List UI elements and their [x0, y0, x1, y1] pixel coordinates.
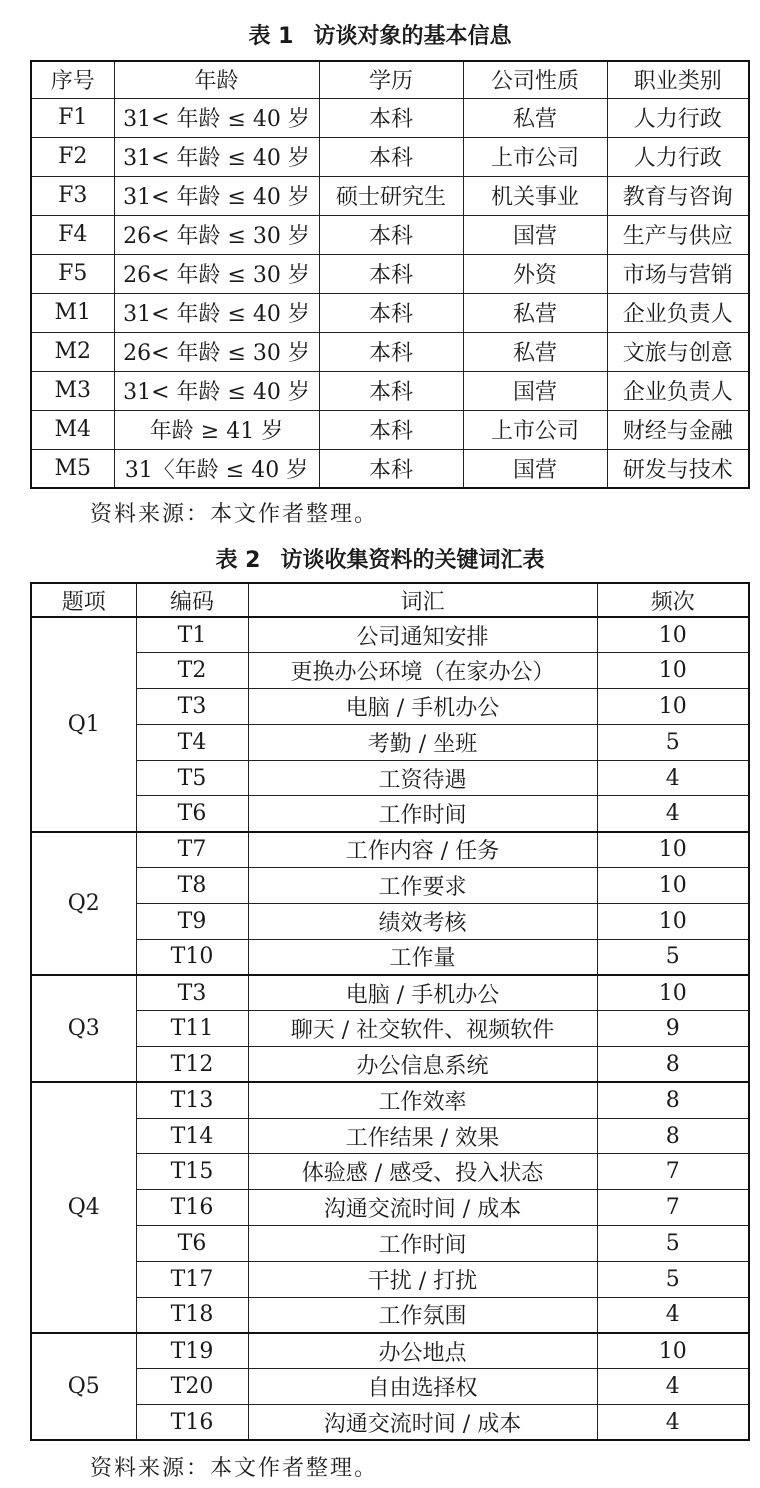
table-cell: 工作要求 [248, 868, 597, 904]
table-cell: T16 [136, 1190, 248, 1226]
table-cell: T6 [136, 796, 248, 832]
table-cell: 公司通知安排 [248, 617, 597, 653]
table-cell: 31< 年龄 ≤ 40 岁 [114, 137, 319, 176]
table-cell: 生产与供应 [607, 215, 749, 254]
table-cell: 上市公司 [463, 137, 607, 176]
table-cell: 工作效率 [248, 1082, 597, 1118]
table-cell: 上市公司 [463, 410, 607, 449]
table-cell: 市场与营销 [607, 254, 749, 293]
table-cell: T5 [136, 760, 248, 796]
table-cell: 办公信息系统 [248, 1047, 597, 1083]
table-cell: 31< 年龄 ≤ 40 岁 [114, 293, 319, 332]
table2-title-number: 表 2 [215, 548, 261, 573]
table2-title-text: 访谈收集资料的关键词汇表 [280, 548, 545, 573]
table-cell: T3 [136, 689, 248, 725]
table-cell: 工作时间 [248, 796, 597, 832]
table-cell: T4 [136, 724, 248, 760]
column-header: 年龄 [114, 61, 319, 98]
table-row [31, 1011, 749, 1047]
table-cell: 年龄 ≥ 41 岁 [114, 410, 319, 449]
table2-source-note: 资料来源：本文作者整理。 [90, 1456, 379, 1481]
column-header: 题项 [31, 583, 136, 617]
question-item-cell: Q3 [31, 975, 136, 1082]
table-cell: M2 [31, 332, 114, 371]
table-cell: 26< 年龄 ≤ 30 岁 [114, 254, 319, 293]
table-cell: F1 [31, 98, 114, 137]
table-row [31, 903, 749, 939]
table1-header-row [31, 61, 749, 98]
table-cell: 干扰 / 打扰 [248, 1261, 597, 1297]
table-cell: 本科 [319, 332, 463, 371]
table-cell: 人力行政 [607, 98, 749, 137]
table-cell: 国营 [463, 449, 607, 488]
table-cell: 4 [597, 1297, 749, 1333]
table-cell: F2 [31, 137, 114, 176]
table-cell: 本科 [319, 254, 463, 293]
table-cell: 私营 [463, 98, 607, 137]
table-cell: 体验感 / 感受、投入状态 [248, 1154, 597, 1190]
table-cell: 私营 [463, 293, 607, 332]
table-cell: 31< 年龄 ≤ 40 岁 [114, 98, 319, 137]
table-cell: T11 [136, 1011, 248, 1047]
table-row [31, 98, 749, 137]
table-cell: 电脑 / 手机办公 [248, 975, 597, 1011]
table-row [31, 1333, 749, 1369]
table-cell: 本科 [319, 449, 463, 488]
table-cell: 外资 [463, 254, 607, 293]
table-cell: 本科 [319, 371, 463, 410]
table-cell: 10 [597, 868, 749, 904]
table-row [31, 1190, 749, 1226]
table-cell: 工资待遇 [248, 760, 597, 796]
column-header: 公司性质 [463, 61, 607, 98]
table-cell: 4 [597, 760, 749, 796]
table-cell: T2 [136, 653, 248, 689]
table-row [31, 617, 749, 653]
table-cell: 26< 年龄 ≤ 30 岁 [114, 332, 319, 371]
table-row [31, 1082, 749, 1118]
table-cell: 31< 年龄 ≤ 40 岁 [114, 371, 319, 410]
table-row [31, 1261, 749, 1297]
table-cell: T17 [136, 1261, 248, 1297]
table-row [31, 868, 749, 904]
table-cell: 工作结果 / 效果 [248, 1118, 597, 1154]
table-cell: 教育与咨询 [607, 176, 749, 215]
table-row [31, 796, 749, 832]
table-row [31, 1154, 749, 1190]
table-cell: 10 [597, 689, 749, 725]
table-row [31, 1405, 749, 1441]
table-row [31, 1118, 749, 1154]
column-header: 编码 [136, 583, 248, 617]
table-row [31, 760, 749, 796]
table-cell: 聊天 / 社交软件、视频软件 [248, 1011, 597, 1047]
table-cell: 8 [597, 1047, 749, 1083]
table-row [31, 975, 749, 1011]
table-cell: T1 [136, 617, 248, 653]
table-cell: 10 [597, 653, 749, 689]
column-header: 频次 [597, 583, 749, 617]
table1-title-text: 访谈对象的基本信息 [313, 24, 512, 49]
table-row [31, 254, 749, 293]
table-cell: 沟通交流时间 / 成本 [248, 1190, 597, 1226]
table1-source-note: 资料来源：本文作者整理。 [90, 502, 379, 527]
table-cell: 7 [597, 1154, 749, 1190]
table-cell: 本科 [319, 137, 463, 176]
table-cell: 本科 [319, 215, 463, 254]
table-cell: 文旅与创意 [607, 332, 749, 371]
table-row [31, 410, 749, 449]
table-row [31, 176, 749, 215]
question-item-cell: Q2 [31, 832, 136, 975]
table-row [31, 1226, 749, 1262]
table-cell: 机关事业 [463, 176, 607, 215]
table-cell: 工作量 [248, 939, 597, 975]
table-cell: M5 [31, 449, 114, 488]
table-cell: T12 [136, 1047, 248, 1083]
table-cell: 硕士研究生 [319, 176, 463, 215]
table-cell: F5 [31, 254, 114, 293]
table1-title [0, 22, 760, 52]
table-cell: 本科 [319, 410, 463, 449]
column-header: 职业类别 [607, 61, 749, 98]
table2 [30, 582, 750, 1441]
table-cell: 工作氛围 [248, 1297, 597, 1333]
table-cell: 10 [597, 832, 749, 868]
table1 [30, 60, 750, 489]
table-cell: 考勤 / 坐班 [248, 724, 597, 760]
table-row [31, 137, 749, 176]
table-cell: 10 [597, 903, 749, 939]
table-cell: 本科 [319, 293, 463, 332]
table2-header-row [31, 583, 749, 617]
table-cell: 人力行政 [607, 137, 749, 176]
table-row [31, 332, 749, 371]
table-cell: 私营 [463, 332, 607, 371]
table-cell: 4 [597, 796, 749, 832]
table-row [31, 215, 749, 254]
table-row [31, 832, 749, 868]
table-cell: 研发与技术 [607, 449, 749, 488]
table-cell: M4 [31, 410, 114, 449]
table-cell: 更换办公环境（在家办公） [248, 653, 597, 689]
table-row [31, 1297, 749, 1333]
table-row [31, 939, 749, 975]
table-cell: 办公地点 [248, 1333, 597, 1369]
table-cell: 8 [597, 1082, 749, 1118]
table-cell: 31< 年龄 ≤ 40 岁 [114, 176, 319, 215]
table-cell: 5 [597, 1226, 749, 1262]
table-cell: 8 [597, 1118, 749, 1154]
table2-title [0, 546, 760, 576]
table-row [31, 293, 749, 332]
table-cell: T15 [136, 1154, 248, 1190]
table-cell: 国营 [463, 371, 607, 410]
table-cell: 国营 [463, 215, 607, 254]
table-cell: 31〈年龄 ≤ 40 岁 [114, 449, 319, 488]
table-cell: M1 [31, 293, 114, 332]
table-cell: 5 [597, 939, 749, 975]
table-cell: T6 [136, 1226, 248, 1262]
table-cell: F3 [31, 176, 114, 215]
table-cell: 9 [597, 1011, 749, 1047]
table-cell: 10 [597, 975, 749, 1011]
question-item-cell: Q4 [31, 1082, 136, 1333]
table-cell: 7 [597, 1190, 749, 1226]
table-row [31, 653, 749, 689]
table-cell: 5 [597, 724, 749, 760]
table-cell: T19 [136, 1333, 248, 1369]
table-cell: 企业负责人 [607, 293, 749, 332]
table-cell: 企业负责人 [607, 371, 749, 410]
table-row [31, 1047, 749, 1083]
question-item-cell: Q5 [31, 1333, 136, 1440]
table-cell: 沟通交流时间 / 成本 [248, 1405, 597, 1441]
table-cell: 自由选择权 [248, 1369, 597, 1405]
table-cell: 26< 年龄 ≤ 30 岁 [114, 215, 319, 254]
table-cell: 工作内容 / 任务 [248, 832, 597, 868]
column-header: 词汇 [248, 583, 597, 617]
column-header: 序号 [31, 61, 114, 98]
table-cell: 本科 [319, 98, 463, 137]
table-cell: 电脑 / 手机办公 [248, 689, 597, 725]
table-cell: T3 [136, 975, 248, 1011]
table-cell: T8 [136, 868, 248, 904]
table-cell: T7 [136, 832, 248, 868]
table-cell: 财经与金融 [607, 410, 749, 449]
table-row [31, 449, 749, 488]
table-cell: T18 [136, 1297, 248, 1333]
table-cell: T20 [136, 1369, 248, 1405]
table-cell: 4 [597, 1405, 749, 1441]
table-cell: T16 [136, 1405, 248, 1441]
table-cell: 工作时间 [248, 1226, 597, 1262]
table-cell: M3 [31, 371, 114, 410]
column-header: 学历 [319, 61, 463, 98]
question-item-cell: Q1 [31, 617, 136, 832]
table-cell: F4 [31, 215, 114, 254]
table-cell: 4 [597, 1369, 749, 1405]
table1-title-number: 表 1 [248, 24, 294, 49]
table-cell: 10 [597, 617, 749, 653]
table-cell: T13 [136, 1082, 248, 1118]
table-cell: 10 [597, 1333, 749, 1369]
table-cell: 5 [597, 1261, 749, 1297]
table-row [31, 689, 749, 725]
table-row [31, 724, 749, 760]
table-row [31, 1369, 749, 1405]
table-cell: 绩效考核 [248, 903, 597, 939]
table-cell: T14 [136, 1118, 248, 1154]
table-cell: T10 [136, 939, 248, 975]
table-row [31, 371, 749, 410]
table-cell: T9 [136, 903, 248, 939]
